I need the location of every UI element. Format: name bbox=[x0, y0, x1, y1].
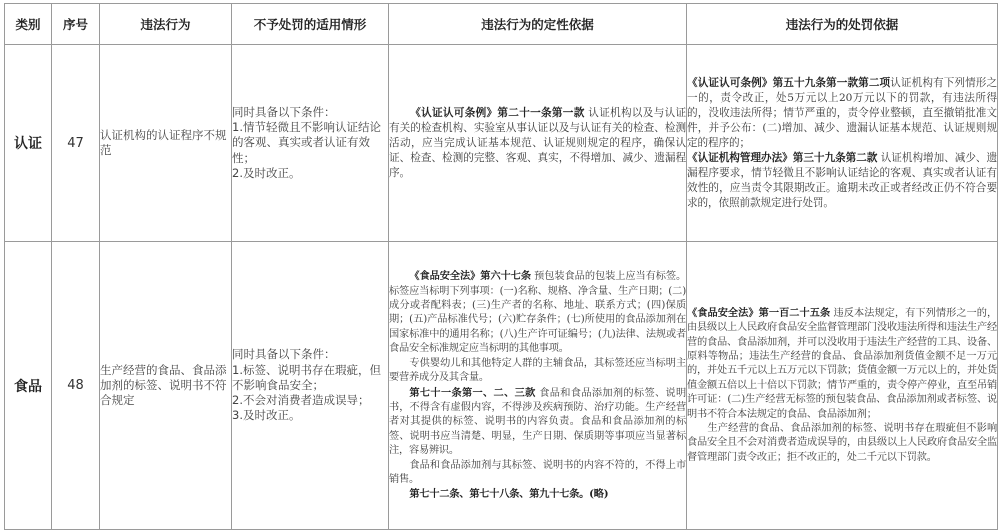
basis-paragraph: 第七十二条、第七十八条、第九十七条。(略) bbox=[409, 488, 609, 501]
header-penalty: 违法行为的处罚依据 bbox=[687, 4, 998, 45]
penalty-cell bbox=[687, 45, 998, 242]
basis-ref: 《食品安全法》第六十七条 bbox=[409, 270, 531, 283]
basis-paragraph: 专供婴幼儿和其他特定人群的主辅食品，其标签还应当标明主要营养成分及其含量。 bbox=[389, 357, 686, 384]
exemption-item: 3.及时改正。 bbox=[232, 408, 301, 423]
penalty-paragraph: 生产经营的食品、食品添加剂的标签、说明书存在瑕疵但不影响食品安全且不会对消费者造成误导的，由县级以上人民政府食品安全监督管理部门责令改正；拒不改正的，处二千元以下罚款。 bbox=[687, 423, 997, 463]
exemption-intro: 同时具备以下条件： bbox=[232, 347, 336, 362]
category-cell: 食品 bbox=[5, 242, 52, 530]
header-basis: 违法行为的定性依据 bbox=[389, 4, 687, 45]
penalty-ref: 《认证认可条例》第五十九条第一款第二项 bbox=[687, 76, 891, 89]
basis-ref: 第七十一条第一、二、三款 bbox=[409, 386, 536, 399]
basis-cell bbox=[389, 242, 687, 530]
number-cell: 48 bbox=[52, 242, 100, 530]
header-exemption: 不予处罚的适用情形 bbox=[232, 4, 389, 45]
basis-text: 预包装食品的包装上应当有标签。标签应当标明下列事项：(一)名称、规格、净含量、生产日期；(二)成分或者配料表；(三)生产者的名称、地址、联系方式；(四)保质期；(五)产品标准代号；(六)贮存条件；(七)所使用的食品添加剂在国家标准中的通用名称；(八)生产许可证编号；(九)法律、法规或者食品安全标准规定应当标明的其他事项。 bbox=[389, 271, 686, 355]
penalty-text: 认证机构有下列情形之一的，责令改正，处5万元以上20万元以下的罚款，有违法所得的，没收违法所得；情节严重的，责令停业整顿，直至撤销批准文件，并予公布：(二)增加、减少、遗漏认证基本规范、认证规则规定的程序的； bbox=[687, 76, 997, 149]
table-row bbox=[5, 242, 998, 530]
basis-cell bbox=[389, 45, 687, 242]
exemption-item: 2.不会对消费者造成误导； bbox=[232, 393, 370, 408]
penalty-text: 违反本法规定，有下列情形之一的，由县级以上人民政府食品安全监督管理部门没收违法所得和违法生产经营的食品、食品添加剂，并可以没收用于违法生产经营的工具、设备、原料等物品；违法生产经营的食品、食品添加剂货值金额不足一万元的，并处五千元以上五万元以下罚款；货值金额一万元以上的，并处货值金额五倍以上十倍以下罚款；情节严重的，责令停产停业，直至吊销许可证：(二)生产经营无标签的预包装食品、食品添加剂或者标签、说明书不符合本法规定的食品、食品添加剂； bbox=[687, 307, 998, 420]
exemption-cell bbox=[232, 242, 389, 530]
header-category: 类别 bbox=[5, 4, 52, 45]
regulation-table bbox=[4, 3, 998, 530]
basis-ref: 《认证认可条例》第二十一条第一款 bbox=[410, 106, 585, 119]
basis-text: 食品和食品添加剂的标签、说明书，不得含有虚假内容，不得涉及疾病预防、治疗功能。生产经营者对其提供的标签、说明书的内容负责。食品和食品添加剂的标签、说明书应当清楚、明显，生产日期、保质期等事项应当显著标注，容易辨识。 bbox=[389, 387, 686, 457]
header-row bbox=[5, 4, 998, 45]
basis-text: 认证机构以及与认证有关的检查机构、实验室从事认证以及与认证有关的检查、检测活动，应当完成认证基本规范、认证规则规定的程序，确保认证、检查、检测的完整、客观、真实，不得增加、减少、遗漏程序。 bbox=[389, 106, 686, 179]
penalty-cell bbox=[687, 242, 998, 530]
exemption-item: 1.情节轻微且不影响认证结论的客观、真实或者认证有效性； bbox=[232, 120, 381, 165]
penalty-ref: 《食品安全法》第一百二十五条 bbox=[687, 306, 831, 319]
penalty-text: 认证机构增加、减少、遗漏程序要求，情节轻微且不影响认证结论的客观、真实或者认证有效性的，应当责令其限期改正。逾期未改正或者经改正仍不符合要求的，依照前款规定进行处罚。 bbox=[687, 151, 997, 209]
header-violation: 违法行为 bbox=[100, 4, 232, 45]
number-cell: 47 bbox=[52, 45, 100, 242]
header-number: 序号 bbox=[52, 4, 100, 45]
exemption-item: 1.标签、说明书存在瑕疵，但不影响食品安全； bbox=[232, 362, 381, 392]
exemption-cell bbox=[232, 45, 389, 242]
violation-cell: 认证机构的认证程序不规范 bbox=[100, 45, 232, 242]
category-cell: 认证 bbox=[5, 45, 52, 242]
violation-cell: 生产经营的食品、食品添加剂的标签、说明书不符合规定 bbox=[100, 242, 232, 530]
exemption-item: 2.及时改正。 bbox=[232, 165, 301, 180]
exemption-intro: 同时具备以下条件： bbox=[232, 104, 336, 119]
penalty-ref: 《认证机构管理办法》第三十九条第二款 bbox=[687, 151, 878, 164]
basis-paragraph: 食品和食品添加剂与其标签、说明书的内容不符的，不得上市销售。 bbox=[389, 459, 686, 485]
table-row bbox=[5, 45, 998, 242]
